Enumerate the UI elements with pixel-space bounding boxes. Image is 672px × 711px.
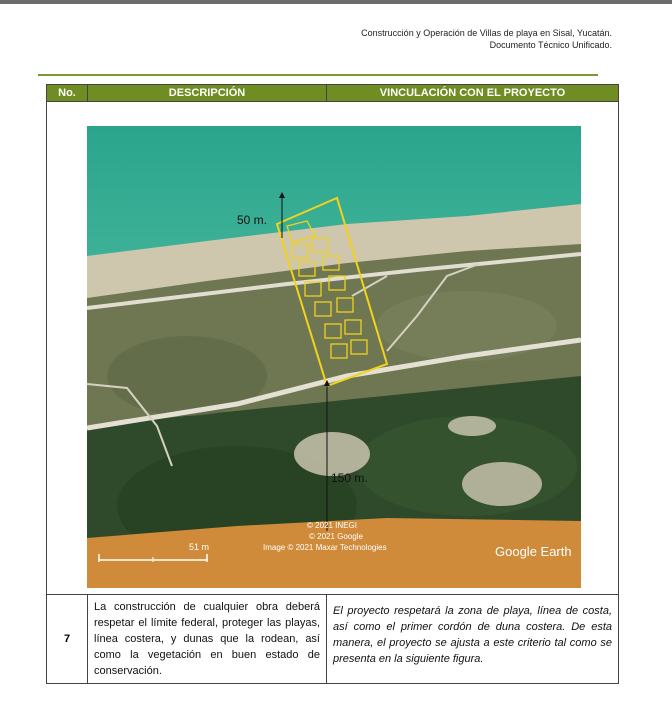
- scale-label: 51 m: [189, 542, 210, 552]
- label-150m: 150 m.: [331, 471, 368, 485]
- header-title: Construcción y Operación de Villas de playa en Sisal, Yucatán.: [361, 28, 612, 38]
- col-header-description: DESCRIPCIÓN: [88, 85, 327, 102]
- criteria-table: [46, 84, 619, 684]
- document-header: [361, 27, 612, 51]
- satellite-map: [87, 126, 581, 588]
- sand-clearing: [462, 462, 542, 506]
- label-50m: 50 m.: [237, 213, 268, 227]
- figure-cell: [47, 102, 619, 595]
- figure-row: [47, 102, 619, 595]
- row-vinculacion: El proyecto respetará la zona de playa, línea de costa, así como el primer cordón de duna costera. De esta manera, el proyecto se ajusta a este criterio tal como se presenta en la siguiente figura.: [327, 595, 619, 684]
- table-row: [47, 595, 619, 684]
- header-subtitle: Documento Técnico Unificado.: [489, 40, 612, 50]
- row-number: 7: [47, 595, 88, 684]
- credit-inegi: © 2021 INEGI: [307, 521, 357, 530]
- col-header-no: No.: [47, 85, 88, 102]
- sand-clearing: [294, 432, 370, 476]
- table-header-row: [47, 85, 619, 102]
- credit-google: © 2021 Google: [309, 532, 363, 541]
- row-description: La construcción de cualquier obra deberá respetar el límite federal, proteger las playas, línea costera, y dunas que la rodean, así como la vegetación en buen estado de conservación.: [88, 595, 327, 684]
- top-border: [0, 0, 672, 4]
- header-rule: [38, 74, 598, 76]
- google-earth-watermark: Google Earth: [495, 544, 572, 559]
- col-header-vinculacion: VINCULACIÓN CON EL PROYECTO: [327, 85, 619, 102]
- credit-maxar: Image © 2021 Maxar Technologies: [263, 543, 387, 552]
